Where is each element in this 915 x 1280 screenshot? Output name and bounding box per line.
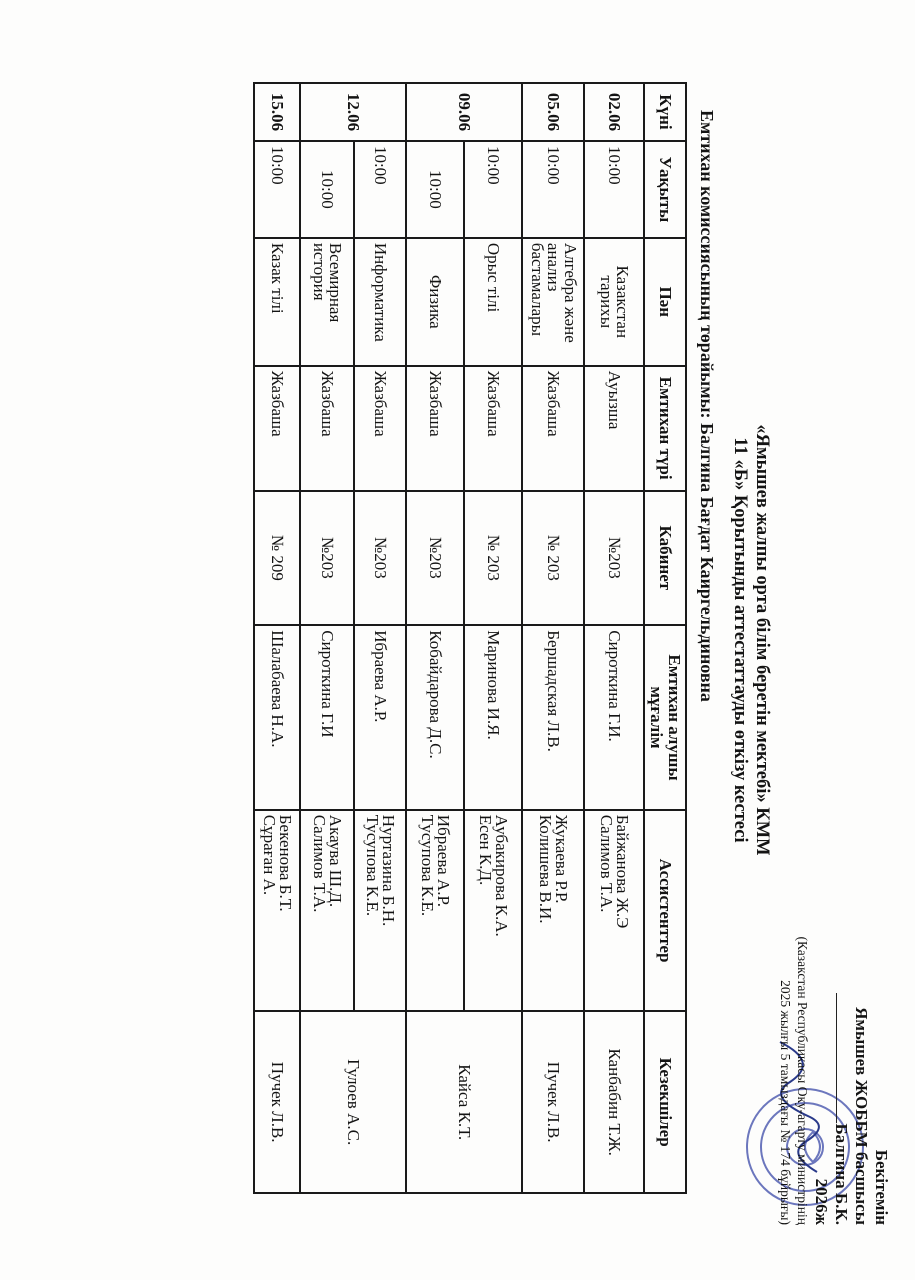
cell-exam-type: Жазбаша [522, 366, 584, 491]
title-line-1: «Ямышев жалпы орта білім беретін мектебі» КММ [752, 424, 772, 856]
table-header-row [644, 83, 686, 1193]
cell-room: №203 [354, 491, 406, 626]
cell-teacher: Бершадская Л.В. [522, 625, 584, 810]
cell-subject: Казак тілі [254, 238, 300, 366]
cell-time: 10:00 [354, 141, 406, 238]
cell-assistants: Акаува Ш.Д. Салимов Т.А. [300, 810, 354, 1012]
cell-subject: Всемирная история [300, 238, 354, 366]
cell-exam-type: Жазбаша [300, 366, 354, 491]
cell-duty: Канбабин Т.Ж. [584, 1011, 644, 1193]
approval-note-1: (Казакстан Республикасы Оку-агарту министрінің [795, 936, 810, 1225]
cell-duty: Пучек Л.В. [522, 1011, 584, 1193]
cell-assistants: Ибраева А.Р. Тусупова К.Е. [406, 810, 464, 1012]
cell-exam-type: Ауызша [584, 366, 644, 491]
cell-date: 05.06 [522, 83, 584, 141]
cell-duty: Гулоев А.С. [300, 1011, 406, 1193]
cell-assistants: Жукаева Р.Р. Колишева В.И. [522, 810, 584, 1012]
cell-room: № 203 [522, 491, 584, 626]
approval-line-3: Балгина Б.К. [831, 895, 851, 1225]
header-subject: Пән [644, 238, 686, 366]
table-row [584, 83, 644, 1193]
cell-teacher: Сироткина Г.И [300, 625, 354, 810]
approval-line-1: Бекітемін [872, 1149, 891, 1225]
cell-date: 02.06 [584, 83, 644, 141]
cell-exam-type: Жазбаша [406, 366, 464, 491]
cell-assistants: Аубакирова К.А. Есен К.Д. [464, 810, 522, 1012]
exam-schedule-table [253, 82, 687, 1194]
cell-duty: Пучек Л.В. [254, 1011, 300, 1193]
cell-exam-type: Жазбаша [354, 366, 406, 491]
cell-teacher: Ибраева А.Р. [354, 625, 406, 810]
cell-duty: Кайса К.Т. [406, 1011, 522, 1193]
approval-line-4: 2026ж [812, 1178, 831, 1225]
cell-subject: Физика [406, 238, 464, 366]
cell-time: 10:00 [300, 141, 354, 238]
cell-assistants: Нуртазина Б.Н. Тусупова К.Е. [354, 810, 406, 1012]
cell-room: № 209 [254, 491, 300, 626]
table-row [522, 83, 584, 1193]
cell-teacher: Маринова И.Я. [464, 625, 522, 810]
cell-teacher: Шалабаева Н.А. [254, 625, 300, 810]
cell-subject: Информатика [354, 238, 406, 366]
cell-teacher: Кобайдарова Д.С. [406, 625, 464, 810]
header-date: Күні [644, 83, 686, 141]
cell-date: 15.06 [254, 83, 300, 141]
cell-assistants: Бекенова Б.Т. Сұраған А. [254, 810, 300, 1012]
cell-time: 10:00 [464, 141, 522, 238]
approval-line-2: Ямышев ЖОББМ басшысы [852, 1007, 871, 1225]
header-teacher: Емтихан алушы мұғалім [644, 625, 686, 810]
document-title [729, 0, 773, 1280]
header-exam-type: Емтихан түрі [644, 366, 686, 491]
header-assistants: Ассистенттер [644, 810, 686, 1012]
cell-exam-type: Жазбаша [464, 366, 522, 491]
cell-time: 10:00 [522, 141, 584, 238]
cell-room: № 203 [464, 491, 522, 626]
approval-block [777, 895, 891, 1225]
cell-date: 12.06 [300, 83, 406, 141]
cell-subject: Алгебра және анализ бастамалары [522, 238, 584, 366]
cell-time: 10:00 [584, 141, 644, 238]
header-time: Уақыты [644, 141, 686, 238]
cell-time: 10:00 [254, 141, 300, 238]
cell-subject: Казакстан тарихы [584, 238, 644, 366]
commission-chair: Емтихан комиссиясының төрайымы: Балгина Бағдат Каиргельдиновна [697, 110, 717, 702]
cell-room: №203 [300, 491, 354, 626]
cell-subject: Орыс тілі [464, 238, 522, 366]
table-row [254, 83, 300, 1193]
table-row [354, 83, 406, 1193]
header-duty: Кезекшілер [644, 1011, 686, 1193]
cell-time: 10:00 [406, 141, 464, 238]
approval-note-2: 2025 жылғы 5 тамыздағы № 174 бұйрығы) [778, 980, 793, 1225]
cell-assistants: Байжанова Ж.Э Салимов Т.А. [584, 810, 644, 1012]
table-row [464, 83, 522, 1193]
cell-date: 09.06 [406, 83, 522, 141]
cell-room: №203 [406, 491, 464, 626]
title-line-2: 11 «Б» Қорытынды аттестаттауды өткізу кестесі [730, 437, 750, 843]
cell-exam-type: Жазбаша [254, 366, 300, 491]
header-room: Кабинет [644, 491, 686, 626]
cell-teacher: Сироткина Г.И. [584, 625, 644, 810]
cell-room: №203 [584, 491, 644, 626]
